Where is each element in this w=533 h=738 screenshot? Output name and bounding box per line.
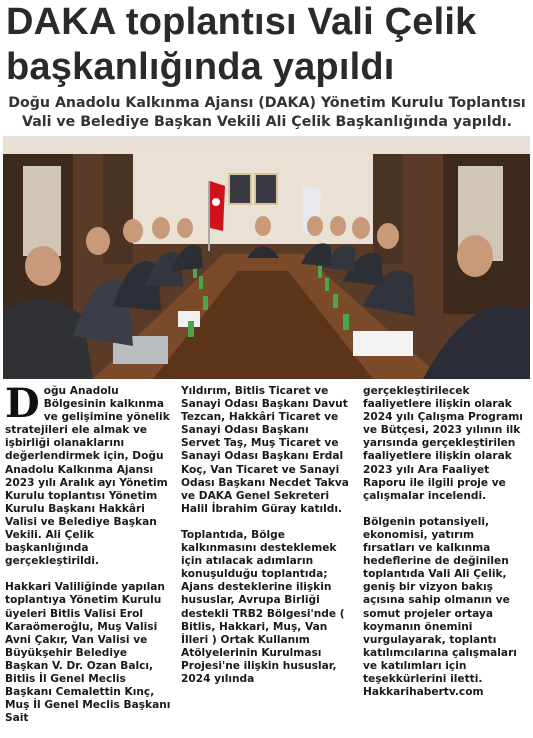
chairman-head bbox=[255, 216, 271, 236]
headline bbox=[6, 0, 530, 90]
ceiling bbox=[3, 136, 530, 154]
turkish-flag-icon bbox=[210, 181, 225, 231]
headline-line-1: DAKA toplantısı Vali Çelik bbox=[6, 1, 477, 43]
flag-pole bbox=[208, 181, 210, 251]
paragraph: gerçekleştirilecek faaliyetlere ilişkin olarak 2024 yılı Çalışma Programı ve Bütçesi, 2023 yılının ilk yarısında gerçekleştirilen faaliyetlere ilişkin olarak 2023 yılı Ara Faaliyet Raporu ile ilgili proje ve çalışmalar incelendi. bbox=[363, 385, 523, 502]
meeting-photo bbox=[3, 136, 530, 379]
flag-crescent bbox=[212, 198, 220, 206]
left-window bbox=[23, 166, 61, 256]
article-column-2 bbox=[181, 385, 351, 699]
paragraph: Yıldırım, Bitlis Ticaret ve Sanayi Odası Başkanı Davut Tezcan, Hakkâri Ticaret ve Sanayi Odası Başkanı Servet Taş, Muş Ticaret ve Sanayi Odası Başkanı Erdal Koç, Van Ticaret ve Sanayi Odası Başkanı Necdet Takva ve DAKA Genel Sekreteri Halil İbrahim Güray katıldı. bbox=[181, 385, 349, 515]
paragraph: Toplantıda, Bölge kalkınmasını desteklemek için atılacak adımların konuşulduğu toplantıda; Ajans desteklerine ilişkin hususlar, Avrupa Birliği destekli TRB2 Bölgesi'nde ( Bitlis, Hakkari, Muş, Van İlleri ) Ortak Kullanım Atölyelerinin Kurulması Projesi'ne ilişkin hususlar, 2024 yılında bbox=[181, 528, 345, 685]
paragraph: Hakkari Valiliğinde yapılan toplantıya Yönetim Kurulu üyeleri Bitlis Valisi Erol Karaömeroğlu, Muş Valisi Avni Çakır, Van Valisi ve Büyükşehir Belediye Başkan V. Dr. Ozan Balcı, Bitlis İl Genel Meclis Başkanı Cemalettin Kınç, Muş İl Genel Meclis Başkanı Sait bbox=[5, 581, 171, 725]
papers-right bbox=[353, 331, 413, 356]
headline-line-2: başkanlığında yapıldı bbox=[6, 46, 395, 88]
portrait-right bbox=[255, 174, 277, 204]
meeting-photo-illustration bbox=[3, 136, 530, 379]
paragraph: Doğu Anadolu Bölgesinin kalkınma ve gelişimine yönelik stratejileri ele almak ve işbirliği olanaklarını değerlendirmek için, Doğu Anadolu Kalkınma Ajansı 2023 yılı Aralık ayı Yönetim Kurulu toplantısı Yönetim Kurulu Başkanı Hakkâri Valisi ve Belediye Başkan Vekili. Ali Çelik başkanlığında gerçekleştirildi. bbox=[5, 380, 170, 568]
paragraph: Bölgenin potansiyeli, ekonomisi, yatırım fırsatları ve kalkınma hedeflerine de değinilen toplantıda Vali Ali Çelik, geniş bir vizyon bakış açısına sahip olmanın ve somut projeler ortaya koymanın önemini vurgulayarak, toplantı katılımcılarına çalışmaları ve katılımları için teşekkürlerini iletti. Hakkarihabertv.com bbox=[363, 515, 517, 699]
article-column-3 bbox=[363, 385, 529, 712]
article-column-1 bbox=[5, 380, 171, 738]
portrait-left bbox=[229, 174, 251, 204]
drop-cap: D bbox=[5, 380, 40, 427]
subheadline: Doğu Anadolu Kalkınma Ajansı (DAKA) Yönetim Kurulu Toplantısı Vali ve Belediye Başkan Vekili Ali Çelik Başkanlığında yapıldı. bbox=[8, 95, 526, 130]
